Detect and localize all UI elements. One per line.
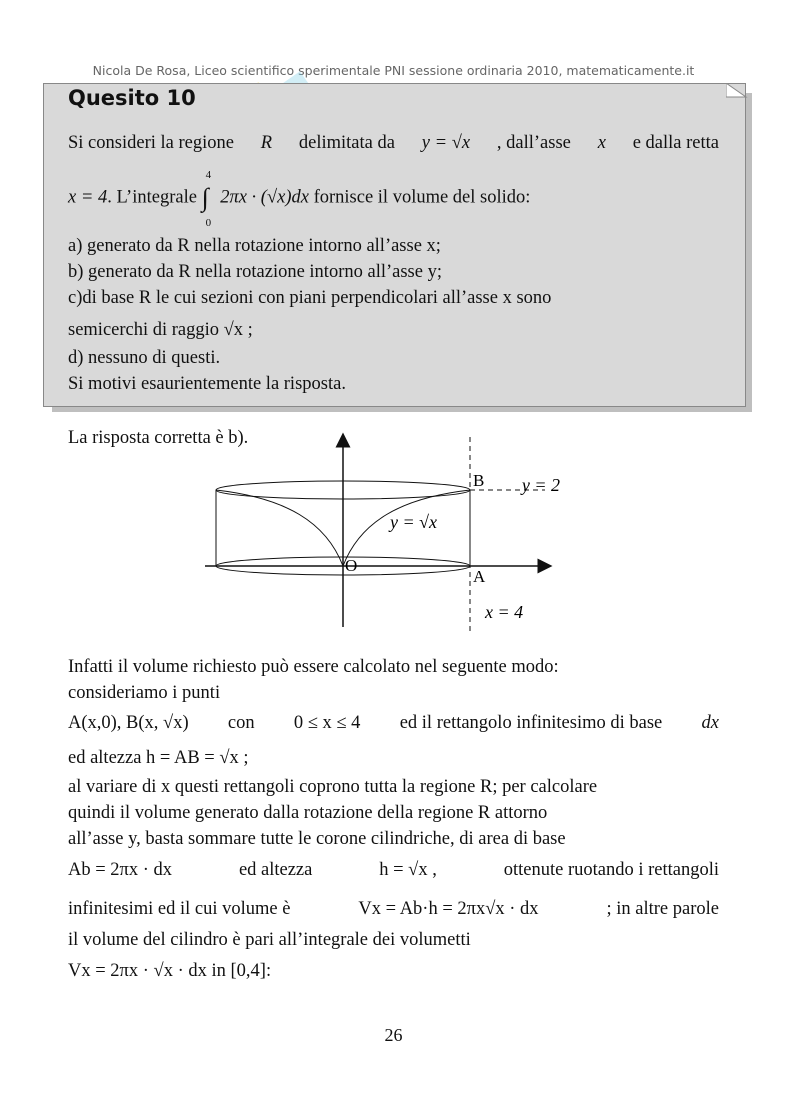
question-line-2: x = 4. L’integrale ∫ 4 0 2πx · (√x)dx fornisce il volume del solido:: [68, 169, 531, 229]
curve-sqrt-x-mirror: [216, 490, 343, 566]
body-line-6: quindi il volume generato dalla rotazione della regione R attorno: [68, 803, 548, 823]
question-title: Quesito 10: [68, 86, 196, 110]
label-y-2: y = 2: [521, 475, 560, 495]
body-line-11: Vx = 2πx · √x · dx in [0,4]:: [68, 961, 272, 981]
integral-sign: ∫ 4 0: [201, 169, 212, 229]
label-A: A: [473, 567, 486, 586]
page-fold-icon: [726, 83, 748, 99]
body-line-8: Ab = 2πx · dx ed altezza h = √x , ottenute ruotando i rettangoli: [68, 860, 719, 880]
question-closing: Si motivi esaurientemente la risposta.: [68, 374, 346, 394]
body-line-10: il volume del cilindro è pari all’integrale dei volumetti: [68, 930, 471, 950]
body-line-5: al variare di x questi rettangoli coprono tutta la regione R; per calcolare: [68, 777, 598, 797]
option-c-line2: semicerchi di raggio √x ;: [68, 320, 253, 340]
body-line-4: ed altezza h = AB = √x ;: [68, 748, 249, 768]
body-line-7: all’asse y, basta sommare tutte le corone cilindriche, di area di base: [68, 829, 566, 849]
label-O: O: [345, 556, 358, 575]
option-b: b) generato da R nella rotazione intorno all’asse y;: [68, 262, 442, 282]
body-line-3: A(x,0), B(x, √x) con 0 ≤ x ≤ 4 ed il rettangolo infinitesimo di base dx: [68, 713, 719, 733]
page-number: 26: [384, 1025, 403, 1045]
label-curve: y = √x: [390, 512, 438, 532]
page-header: Nicola De Rosa, Liceo scientifico sperimentale PNI sessione ordinaria 2010, matematicamente.it: [92, 63, 695, 78]
option-a: a) generato da R nella rotazione intorno all’asse x;: [68, 236, 441, 256]
body-line-1: Infatti il volume richiesto può essere calcolato nel seguente modo:: [68, 657, 559, 677]
body-line-9: infinitesimi ed il cui volume è Vx = Ab·h = 2πx√x · dx ; in altre parole: [68, 899, 719, 919]
option-c-line1: c)di base R le cui sezioni con piani perpendicolari all’asse x sono: [68, 288, 552, 308]
body-line-2: consideriamo i punti: [68, 683, 221, 703]
label-B: B: [473, 471, 485, 490]
answer-intro: La risposta corretta è b).: [68, 428, 249, 448]
option-d: d) nessuno di questi.: [68, 348, 221, 368]
label-x-4: x = 4: [485, 602, 524, 622]
question-line-1: Si consideri la regione R delimitata da y = √x , dall’asse x e dalla retta: [68, 133, 719, 153]
solid-of-revolution-diagram: [200, 432, 560, 642]
